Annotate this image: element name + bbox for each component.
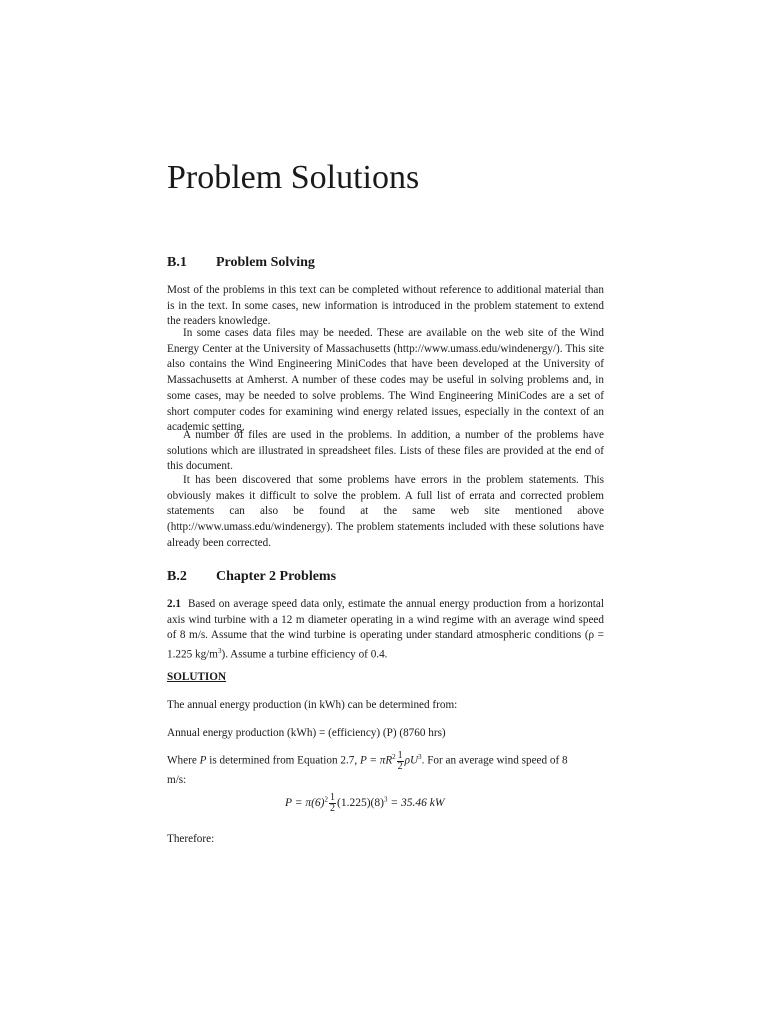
problem-number: 2.1 (167, 598, 181, 610)
section-title: Problem Solving (216, 255, 315, 270)
fraction: $\frac{1}{2}$ (330, 792, 335, 814)
section-number: B.1 (167, 255, 187, 270)
power-equation: $P = \pi(6)^2$ $\frac{1}{2}$ $(1.225)(8)^3 = 35.46$ kW (285, 792, 445, 814)
section-heading-b1 (167, 255, 315, 271)
fraction: $\frac{1}{2}$ (397, 749, 403, 772)
section-title: Chapter 2 Problems (216, 569, 337, 584)
solution-line-2: Annual energy production (kWh) = (efficiency) (P) (8760 hrs) (167, 727, 446, 739)
paragraph-spreadsheets: A number of files are used in the problems. In addition, a number of the problems have solutions which are illustrated in spreadsheet files. Lists of these files are provided at the end of this document. (167, 429, 604, 473)
where-line-2: m/s: (167, 774, 187, 786)
paragraph-data-files: In some cases data files may be needed. These are available on the web site of the Wind Energy Center at the University of Massachusetts (http://www.umass.edu/windenergy/). This site also contains the Wind Engineering MiniCodes that have been developed at the University of Massachusetts at Amherst. A number of these codes may be useful in solving problems and, in some cases, may be needed to solve problems. The Wind Engineering MiniCodes are a set of short computer codes for examining wind energy related issues, especially in the context of an academic setting. (167, 327, 604, 434)
section-number: B.2 (167, 569, 187, 584)
paragraph-intro: Most of the problems in this text can be completed without reference to additional material than is in the text. In some cases, new information is introduced in the problem statement to extend the readers knowledge. (167, 284, 604, 328)
solution-label: SOLUTION (167, 671, 227, 683)
section-heading-b2 (167, 569, 336, 585)
therefore-line: Therefore: (167, 833, 215, 845)
page-title: Problem Solutions (167, 159, 420, 196)
where-line: Where P is determined from Equation 2.7, $P = \pi R^2$ $\frac{1}{2}$ $\rho U^3$. For an average wind speed of 8 (167, 749, 568, 772)
paragraph-errata: It has been discovered that some problems have errors in the problem statements. This obviously makes it difficult to solve the problem. A full list of errata and corrected problem statements can also be found at the same web site mentioned above (http://www.umass.edu/windenergy). The problem statements included with these solutions have already been corrected. (167, 474, 604, 549)
problem-statement: 2.1 Based on average speed data only, estimate the annual energy production from a horizontal axis wind turbine with a 12 m diameter operating in a wind regime with an average wind speed of 8 m/s. Assume that the wind turbine is operating under standard atmospheric conditions (ρ = 1.225 $kg/m^3$). Assume a turbine efficiency of 0.4. (167, 598, 604, 661)
solution-line-1: The annual energy production (in kWh) can be determined from: (167, 699, 458, 711)
